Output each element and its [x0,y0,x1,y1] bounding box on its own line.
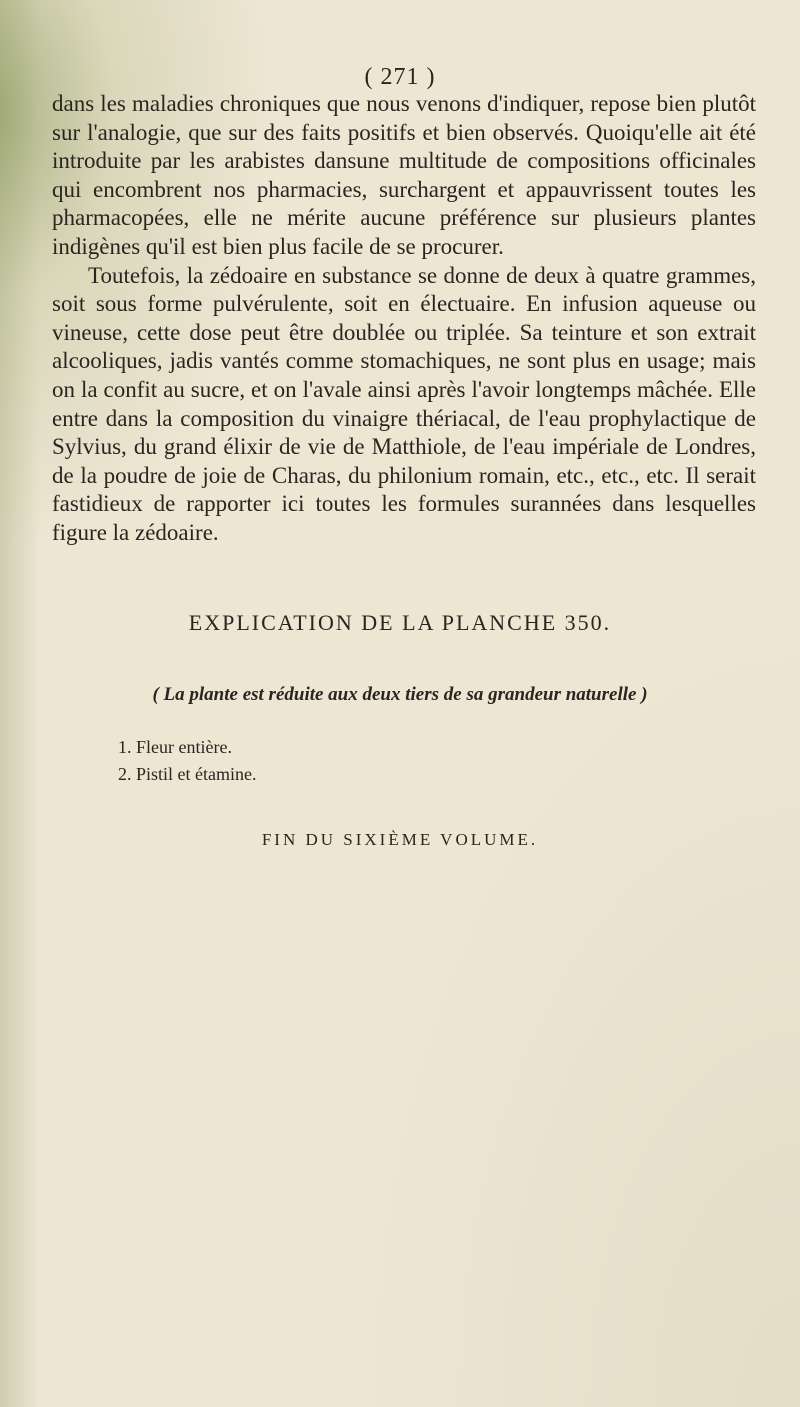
paragraph-1: dans les maladies chroniques que nous venons d'indiquer, repose bien plutôt sur l'analogie, que sur des faits positifs et bien observés. Quoiqu'elle ait été introduite par les arabistes dansune multitude de compositions officinales qui encombrent nos pharmacies, surchargent et appauvrissent toutes les pharmacopées, elle ne mérite aucune préférence sur plusieurs plantes indigènes qu'il est bien plus facile de se procurer. [52,91,756,259]
end-of-volume-line: FIN DU SIXIÈME VOLUME. [261,830,539,849]
legend-item-2: 2. Pistil et étamine. [118,764,257,784]
plate-heading: EXPLICATION DE LA PLANCHE 350. [188,610,612,635]
plate-note: ( La plante est réduite aux deux tiers de sa grandeur naturelle ) [152,684,648,705]
plate-legend [118,734,256,788]
paragraph-2: Toutefois, la zédoaire en substance se donne de deux à quatre grammes, soit sous forme pulvérulente, soit en électuaire. En infusion aqueuse ou vineuse, cette dose peut être doublée ou triplée. Sa teinture et son extrait alcooliques, jadis vantés comme stomachiques, ne sont plus en usage; mais on la confit au sucre, et on l'avale ainsi après l'avoir longtemps mâchée. Elle entre dans la composition du vinaigre thériacal, de l'eau prophylactique de Sylvius, du grand élixir de vie de Matthiole, de l'eau impériale de Londres, de la poudre de joie de Charas, du philonium romain, etc., etc., etc. Il serait fastidieux de rapporter ici toutes les formules surannées dans lesquelles figure la zédoaire. [52,262,756,545]
legend-item-1: 1. Fleur entière. [118,737,232,757]
body-text [52,90,756,548]
page-number: ( 271 ) [364,64,436,90]
